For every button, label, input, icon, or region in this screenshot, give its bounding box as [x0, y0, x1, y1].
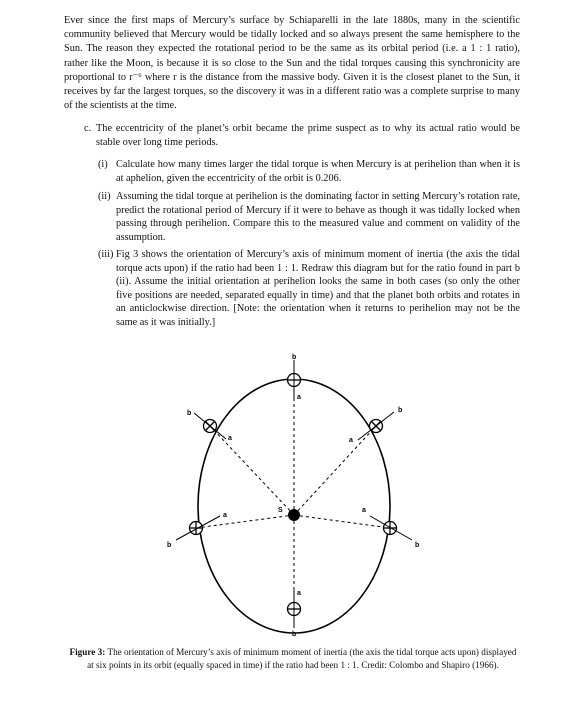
label-b-lower-left: b	[167, 542, 172, 549]
subpart-iii-text: Fig 3 shows the orientation of Mercury’s axis of minimum moment of inertia (the axis the tidal torque acts upon) if the ratio had been 1 : 1. Redraw this diagram but for the ratio found in part b (ii). Assume the initial orientation at perihelion looks the same in both cases (so only the other five positions are needed, separated equally in time) and that the planet both orbits and rotates in an anticlockwise direction. [Note: the orientation when it returns to perihelion may not be the same as it was initially.]	[116, 249, 520, 328]
label-a-lower-left: a	[223, 512, 227, 519]
subpart-ii	[98, 190, 520, 244]
orbit-figure	[160, 350, 430, 640]
label-b-lower-right: b	[415, 542, 420, 549]
subpart-ii-label: (ii)	[98, 191, 111, 202]
intro-paragraph: Ever since the first maps of Mercury’s surface by Schiaparelli in the late 1880s, many in the scientific community believed that Mercury would be tidally locked and so always present the same hemisphere to the Sun. The reason they expected the rotational period to be the same as its orbital period (i.e. a 1 : 1 ratio), rather like the Moon, is because it is so close to the Sun and the tidal torques causing this synchronicity are proportional to r⁻⁶ where r is the distance from the massive body. Given it is the closest planet to the Sun, it receives by far the largest torques, so the discovery it was in a different ratio was a complete surprise to many of the scientists at the time.	[64, 15, 520, 112]
label-a-lower-right: a	[362, 507, 366, 514]
label-b-top: b	[292, 354, 297, 361]
part-c-text: The eccentricity of the planet’s orbit became the prime suspect as to why its actual ratio would be stable over long time periods.	[96, 123, 520, 149]
planet-lower-left	[167, 512, 227, 549]
subpart-iii-label: (iii)	[98, 249, 114, 260]
caption-prefix: Figure 3:	[69, 647, 106, 657]
planet-top	[287, 354, 301, 401]
figure-caption	[66, 646, 520, 671]
label-a-upper-left: a	[228, 435, 232, 442]
orbit-diagram	[160, 350, 430, 640]
label-b-bottom: b	[292, 631, 297, 638]
sun-label: S	[278, 507, 283, 514]
subpart-ii-text: Assuming the tidal torque at perihelion is the dominating factor in setting Mercury’s rotation rate, predict the rotational period of Mercury if it were to behave as though it was tidally locked when passing through perihelion. Compare this to the measured value and comment on validity of the assumption.	[116, 191, 520, 243]
subpart-iii	[98, 248, 520, 330]
label-b-upper-left: b	[187, 410, 192, 417]
caption-text: The orientation of Mercury’s axis of minimum moment of inertia (the axis the tidal torque acts upon) displayed at six points in its orbit (equally spaced in time) if the ratio had been 1 : 1. Credit: Colombo and Shapiro (1966).	[87, 647, 517, 670]
label-b-upper-right: b	[398, 407, 403, 414]
planet-upper-left	[187, 410, 232, 442]
subpart-i-label: (i)	[98, 159, 108, 170]
radial-line-lower-right	[294, 515, 390, 528]
question-part-c	[84, 122, 520, 150]
label-a-upper-right: a	[349, 437, 353, 444]
part-c-label: c.	[84, 123, 92, 134]
planet-bottom	[287, 590, 301, 638]
radial-line-upper-right	[294, 426, 376, 515]
sun-marker	[288, 509, 300, 521]
subpart-i	[98, 158, 520, 185]
radial-line-upper-left	[210, 426, 294, 515]
label-a-top: a	[297, 394, 301, 401]
subpart-i-text: Calculate how many times larger the tidal torque is when Mercury is at perihelion than when it is at aphelion, given the eccentricity of the orbit is 0.206.	[116, 159, 520, 184]
label-a-bottom: a	[297, 590, 301, 597]
